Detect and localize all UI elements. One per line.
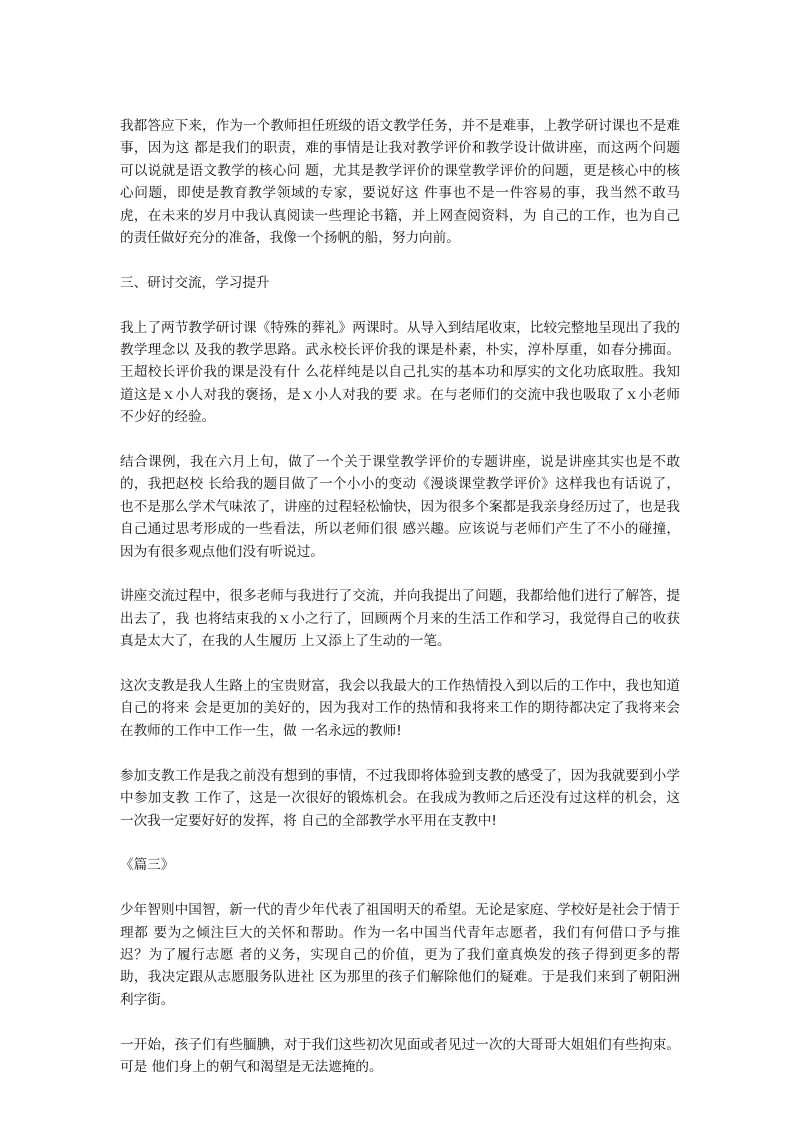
paragraph-lecture: 结合课例，我在六月上旬，做了一个关于课堂教学评价的专题讲座，说是讲座其实也是不敢的，我把赵校 长给我的题目做了一个小小的变动《漫谈课堂教学评价》这样我也有话说了，也不是那么学术气味浓了，讲座的过程轻松愉快，因为很多个案都是我亲身经历过了，也是我自己通过思考形成的一些看法，所以老师们很 感兴趣。应该说与老师们产生了不小的碰撞，因为有很多观点他们没有听说过。 xyxy=(120,454,680,560)
paragraph-joining-support: 参加支教工作是我之前没有想到的事情，不过我即将体验到支教的感受了，因为我就要到小学中参加支教 工作了，这是一次很好的锻炼机会。在我成为教师之后还没有过这样的机会，这一次我一定要好好的发挥，将 自己的全部教学水平用在支教中! xyxy=(120,767,680,829)
paragraph-children-shy: 一开始，孩子们有些腼腆，对于我们这些初次见面或者见过一次的大哥哥大姐姐们有些拘束。可是 他们身上的朝气和渴望是无法遮掩的。 xyxy=(120,1036,680,1075)
section-heading-three: 三、研讨交流，学习提升 xyxy=(120,274,270,291)
paragraph-teaching-tasks: 我都答应下来，作为一个教师担任班级的语文教学任务，并不是难事，上教学研讨课也不是难事，因为这 都是我们的职责，难的事情是让我对教学评价和教学设计做讲座，而这两个问题可以说就是语文教学的核心问 题，尤其是教学评价的课堂教学评价的问题，更是核心中的核心问题，即使是教育教学领域的专家，要说好这 件事也不是一件容易的事，我当然不敢马虎，在未来的岁月中我认真阅读一些理论书籍，并上网查阅资料，为 自己的工作，也为自己的责任做好充分的准备，我像一个扬帆的船，努力向前。 xyxy=(120,118,680,247)
paragraph-demo-lessons: 我上了两节教学研讨课《特殊的葬礼》两课时。从导入到结尾收束，比较完整地呈现出了我的教学理念以 及我的教学思路。武永校长评价我的课是朴素，朴实，淳朴厚重，如春分拂面。王超校长评价我的课是没有什 么花样纯是以自己扎实的基本功和厚实的文化功底取胜。我知道这是ｘ小人对我的褒扬，是ｘ小人对我的要 求。在与老师们的交流中我也吸取了ｘ小老师不少好的经验。 xyxy=(120,319,680,426)
section-heading-part-three: 《篇三》 xyxy=(120,857,175,874)
paragraph-youth-volunteer: 少年智则中国智，新一代的青少年代表了祖国明天的希望。无论是家庭、学校好是社会于情于理都 要为之倾注巨大的关怀和帮助。作为一名中国当代青年志愿者，我们有何借口予与推迟？为了履行志愿 者的义务，实现自己的价值，更为了我们童真焕发的孩子得到更多的帮助，我决定跟从志愿服务队进社 区为那里的孩子们解除他们的疑难。于是我们来到了朝阳洲利字街。 xyxy=(120,902,680,1008)
document-page xyxy=(120,115,680,1101)
paragraph-valuable-experience: 这次支教是我人生路上的宝贵财富，我会以我最大的工作热情投入到以后的工作中，我也知道自己的将来 会是更加的美好的，因为我对工作的热情和我将来工作的期待都决定了我将来会在教师的工作中工作一生，做 一名永远的教师! xyxy=(120,678,680,739)
paragraph-lecture-exchange: 讲座交流过程中，很多老师与我进行了交流，并向我提出了问题，我都给他们进行了解答，提出去了，我 也将结束我的ｘ小之行了，回顾两个月来的生活工作和学习，我觉得自己的收获真是太大了，在我的人生履历 上又添上了生动的一笔。 xyxy=(120,588,680,650)
